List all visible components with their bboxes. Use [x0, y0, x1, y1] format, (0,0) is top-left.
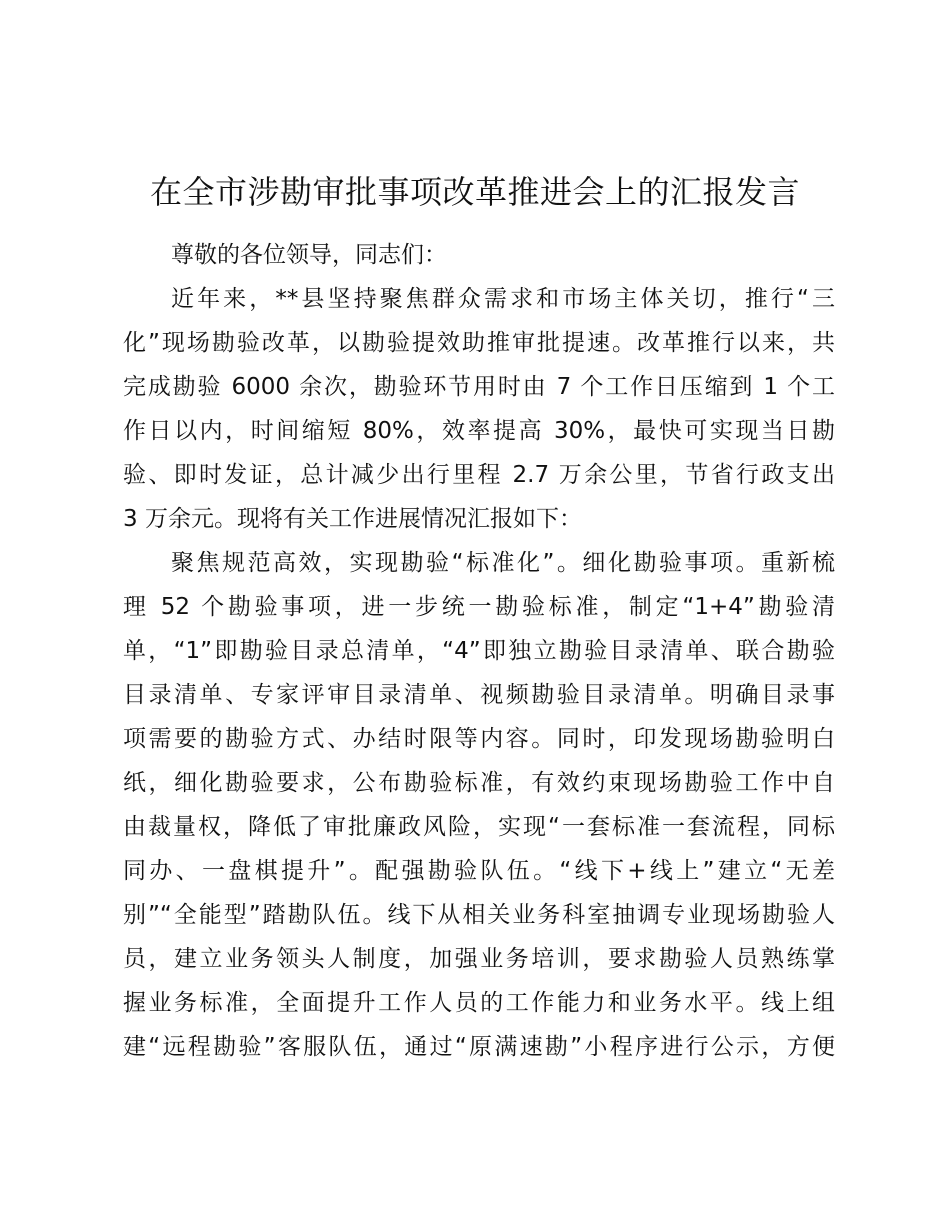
paragraph-line: 握业务标准，全面提升工作人员的工作能力和业务水平。线上组	[123, 990, 835, 1016]
paragraph-line: 验、即时发证，总计减少出行里程 2.7 万余公里，节省行政支出	[123, 462, 835, 488]
paragraph-line: 聚焦规范高效，实现勘验“标准化”。细化勘验事项。重新梳	[171, 550, 835, 576]
salutation-line: 尊敬的各位领导，同志们：	[171, 242, 447, 268]
paragraph-line: 近年来，**县坚持聚焦群众需求和市场主体关切，推行“三	[171, 286, 835, 312]
document-title: 在全市涉勘审批事项改革推进会上的汇报发言	[149, 173, 800, 211]
paragraph-line: 目录清单、专家评审目录清单、视频勘验目录清单。明确目录事	[123, 682, 835, 708]
paragraph-line: 理 52 个勘验事项，进一步统一勘验标准，制定“1+4”勘验清	[123, 594, 835, 620]
document-body	[123, 233, 835, 1069]
paragraph-line: 化”现场勘验改革，以勘验提效助推审批提速。改革推行以来，共	[123, 330, 835, 356]
paragraph-line: 单，“1”即勘验目录总清单，“4”即独立勘验目录清单、联合勘验	[123, 638, 835, 664]
paragraph-line: 纸，细化勘验要求，公布勘验标准，有效约束现场勘验工作中自	[123, 770, 835, 796]
paragraph-line: 作日以内，时间缩短 80%，效率提高 30%，最快可实现当日勘	[123, 418, 835, 444]
paragraph-line: 建“远程勘验”客服队伍，通过“原满速勘”小程序进行公示，方便	[123, 1034, 835, 1060]
paragraph-line: 3 万余元。现将有关工作进展情况汇报如下：	[123, 506, 582, 532]
paragraph-line: 别”“全能型”踏勘队伍。线下从相关业务科室抽调专业现场勘验人	[123, 902, 835, 928]
paragraph-line: 由裁量权，降低了审批廉政风险，实现“一套标准一套流程，同标	[123, 814, 835, 840]
paragraph-line: 项需要的勘验方式、办结时限等内容。同时，印发现场勘验明白	[123, 726, 835, 752]
paragraph-line: 员，建立业务领头人制度，加强业务培训，要求勘验人员熟练掌	[123, 946, 835, 972]
paragraph-line: 完成勘验 6000 余次，勘验环节用时由 7 个工作日压缩到 1 个工	[123, 374, 835, 400]
paragraph-line: 同办、一盘棋提升”。配强勘验队伍。“线下+线上”建立“无差	[123, 858, 835, 884]
